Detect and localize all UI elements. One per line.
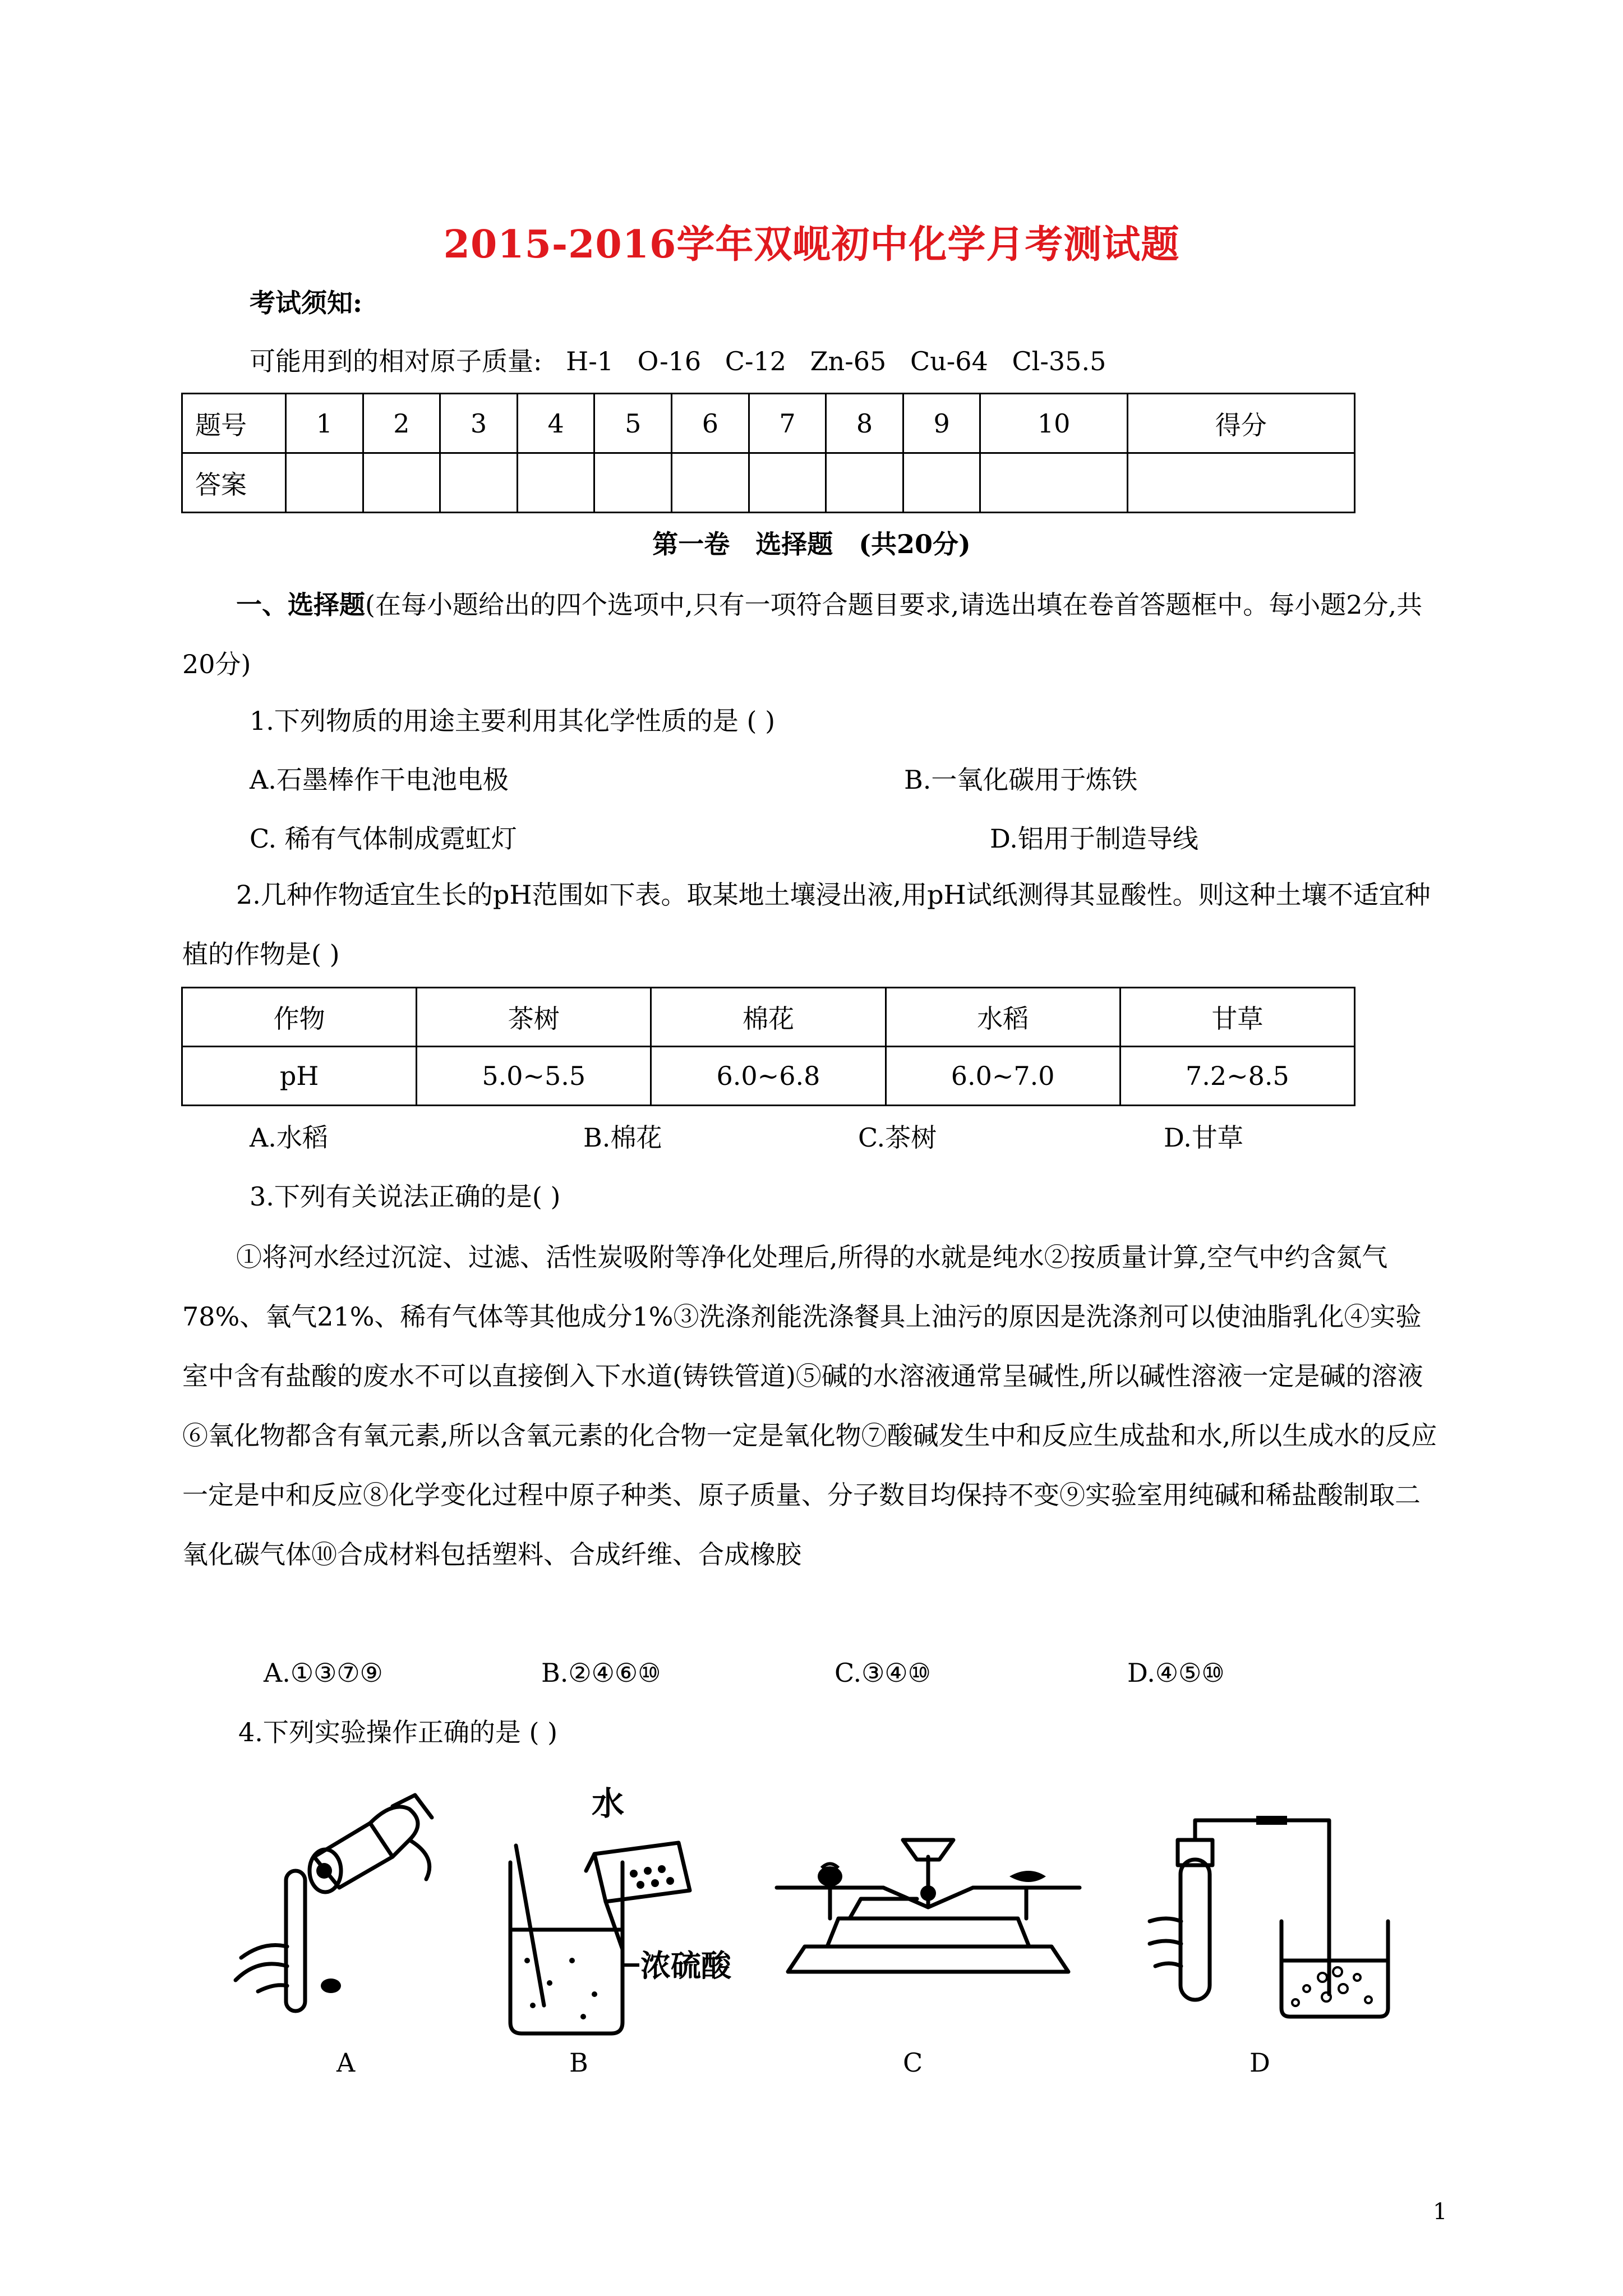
section-title: 第一卷 选择题 (共20分) bbox=[652, 529, 971, 559]
answer-cell[interactable] bbox=[517, 453, 594, 513]
ph-table-header: 棉花 bbox=[651, 988, 886, 1047]
q3-statements: ①将河水经过沉淀、过滤、活性炭吸附等净化处理后,所得的水就是纯水②按质量计算,空气中约含氮气78%、氧气21%、稀有气体等其他成分1%③洗涤剂能洗涤餐具上油污的原因是洗涤剂可以使油脂乳化④实验室中含有盐酸的废水不可以直接倒入下水道(铸铁管道)⑤碱的水溶液通常呈碱性,所以碱性溶液一定是碱的溶液⑥氧化物都含有氧元素,所以含氧元素的化合物一定是氧化物⑦酸碱发生中和反应生成盐和水,所以生成水的反应一定是中和反应⑧化学变化过程中原子种类、原子质量、分子数目均保持不变⑨实验室用纯碱和稀盐酸制取二氧化碳气体⑩合成材料包括塑料、合成纤维、合成橡胶 bbox=[182, 1242, 1437, 1570]
exam-title: 2015-2016学年双岘初中化学月考测试题 bbox=[443, 222, 1180, 267]
answer-cell[interactable] bbox=[594, 453, 672, 513]
answer-cell[interactable] bbox=[672, 453, 749, 513]
row-label-question-number: 题号 bbox=[182, 394, 286, 453]
ph-table-cell: 6.0~7.0 bbox=[886, 1047, 1120, 1106]
instructions-heading: 一、选择题 bbox=[236, 590, 365, 620]
notice-heading: 考试须知: bbox=[250, 288, 362, 318]
figure-b-water-label: 水 bbox=[592, 1784, 625, 1823]
answer-cell[interactable] bbox=[749, 453, 826, 513]
q1-option-b[interactable]: B.一氧化碳用于炼铁 bbox=[904, 765, 1138, 795]
answer-cell[interactable] bbox=[440, 453, 518, 513]
answer-cell[interactable] bbox=[903, 453, 980, 513]
ph-table-cell: 5.0~5.5 bbox=[417, 1047, 651, 1106]
answer-cell[interactable] bbox=[363, 453, 440, 513]
row-label-answer: 答案 bbox=[182, 453, 286, 513]
question-number-cell: 10 bbox=[980, 394, 1127, 453]
q3-option-d[interactable]: D.④⑤⑩ bbox=[1127, 1658, 1225, 1688]
score-cell[interactable] bbox=[1127, 453, 1354, 513]
ph-table-header: 水稻 bbox=[886, 988, 1120, 1047]
ph-table-header: 作物 bbox=[182, 988, 417, 1047]
figure-a-solid-into-tube bbox=[224, 1789, 460, 2036]
answer-cell[interactable] bbox=[980, 453, 1127, 513]
answer-cell[interactable] bbox=[286, 453, 363, 513]
ph-table-cell: pH bbox=[182, 1047, 417, 1106]
figure-b-acid-label: 浓硫酸 bbox=[640, 1948, 731, 1984]
question-number-cell: 3 bbox=[440, 394, 518, 453]
q2-option-d[interactable]: D.甘草 bbox=[1164, 1122, 1243, 1153]
question-number-cell: 5 bbox=[594, 394, 672, 453]
score-label-cell: 得分 bbox=[1127, 394, 1354, 453]
answer-table bbox=[181, 393, 1355, 513]
ph-table-cell: 6.0~6.8 bbox=[651, 1047, 886, 1106]
ph-table-header: 甘草 bbox=[1120, 988, 1354, 1047]
question-number-cell: 4 bbox=[517, 394, 594, 453]
question-number-cell: 6 bbox=[672, 394, 749, 453]
figure-d-airtight-check bbox=[1144, 1809, 1408, 2028]
question-number-cell: 7 bbox=[749, 394, 826, 453]
figure-label-a: A bbox=[336, 2047, 356, 2078]
ph-table-header: 茶树 bbox=[417, 988, 651, 1047]
page-number: 1 bbox=[1433, 2199, 1447, 2225]
q2-option-c[interactable]: C.茶树 bbox=[858, 1122, 937, 1153]
figure-label-d: D bbox=[1249, 2047, 1270, 2078]
q3-stem: 3.下列有关说法正确的是( ) bbox=[250, 1181, 561, 1212]
instructions-text: (在每小题给出的四个选项中,只有一项符合题目要求,请选出填在卷首答题框中。每小题2分,共20分) bbox=[182, 590, 1423, 679]
q3-option-b[interactable]: B.②④⑥⑩ bbox=[541, 1658, 661, 1688]
figure-c-balance bbox=[771, 1834, 1085, 1986]
q1-option-a[interactable]: A.石墨棒作干电池电极 bbox=[250, 765, 509, 795]
q2-stem: 2.几种作物适宜生长的pH范围如下表。取某地土壤浸出液,用pH试纸测得其显酸性。则这种土壤不适宜种植的作物是( ) bbox=[182, 880, 1431, 969]
question-number-cell: 2 bbox=[363, 394, 440, 453]
atomic-mass-line: 可能用到的相对原子质量: H-1 O-16 C-12 Zn-65 Cu-64 Cl-35.5 bbox=[250, 346, 1106, 376]
q2-option-b[interactable]: B.棉花 bbox=[583, 1122, 662, 1153]
ph-table-cell: 7.2~8.5 bbox=[1120, 1047, 1354, 1106]
ph-table bbox=[181, 987, 1355, 1106]
q2-option-a[interactable]: A.水稻 bbox=[250, 1122, 328, 1153]
answer-cell[interactable] bbox=[826, 453, 903, 513]
q3-option-c[interactable]: C.③④⑩ bbox=[834, 1658, 931, 1688]
q3-option-a[interactable]: A.①③⑦⑨ bbox=[264, 1658, 383, 1688]
question-number-cell: 9 bbox=[903, 394, 980, 453]
q4-stem: 4.下列实验操作正确的是 ( ) bbox=[238, 1717, 558, 1747]
figure-label-c: C bbox=[903, 2047, 923, 2078]
q1-option-d[interactable]: D.铝用于制造导线 bbox=[990, 823, 1198, 854]
figure-b-dilution bbox=[494, 1781, 740, 2045]
q1-option-c[interactable]: C. 稀有气体制成霓虹灯 bbox=[250, 823, 517, 854]
instructions bbox=[182, 575, 1441, 694]
question-number-cell: 1 bbox=[286, 394, 363, 453]
q1-stem: 1.下列物质的用途主要利用其化学性质的是 ( ) bbox=[250, 706, 776, 736]
question-number-cell: 8 bbox=[826, 394, 903, 453]
figure-label-b: B bbox=[569, 2047, 588, 2078]
